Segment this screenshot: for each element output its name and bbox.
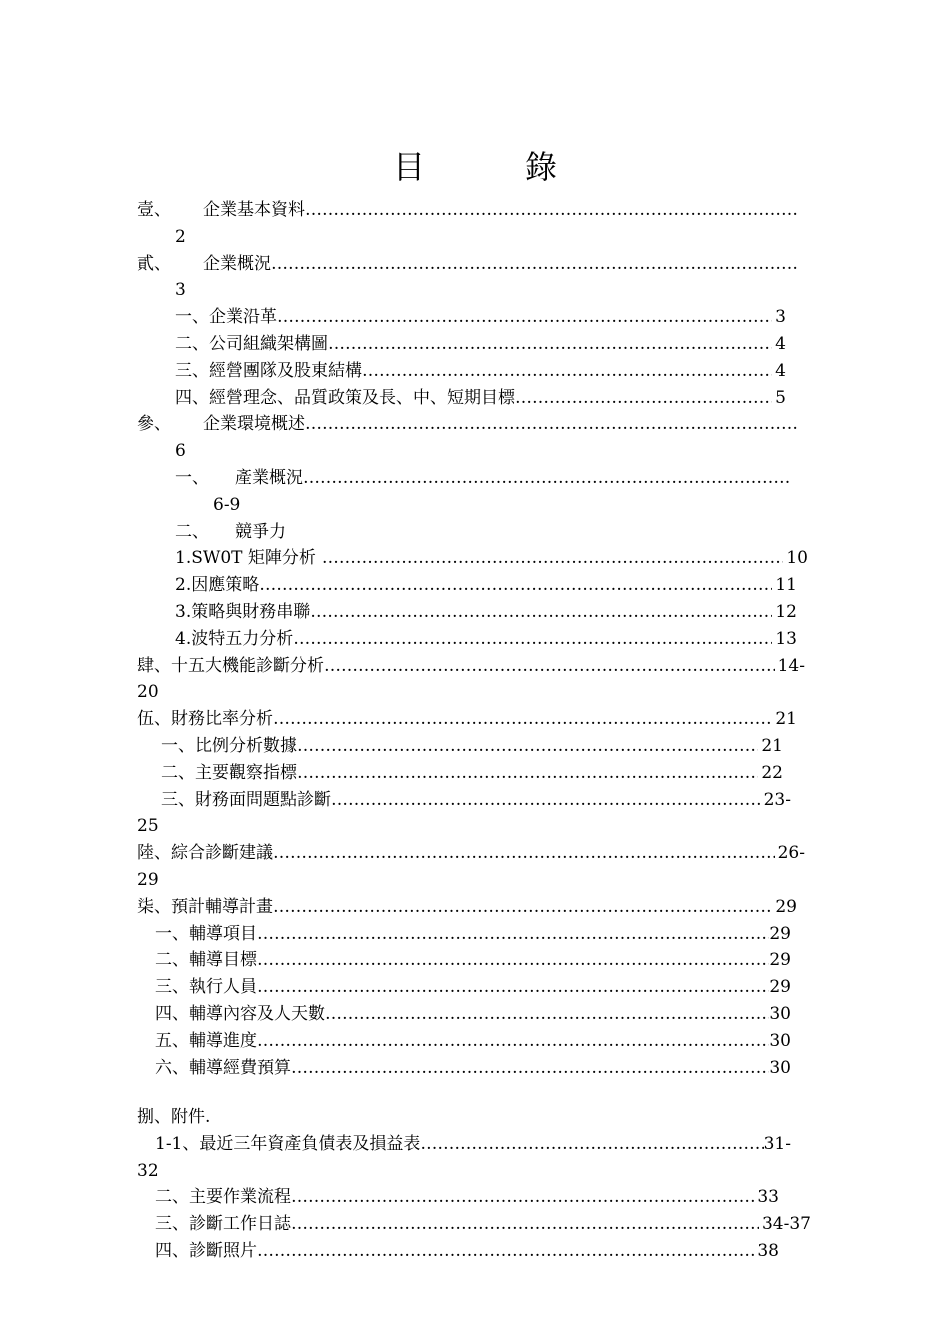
toc-leader-dots: [305, 197, 797, 224]
toc-entry-number: 一、: [175, 468, 209, 488]
toc-entry[interactable]: [175, 519, 286, 546]
toc-entry[interactable]: [137, 894, 797, 921]
toc-entry[interactable]: [175, 626, 797, 653]
toc-entry-page: 29: [775, 896, 797, 917]
toc-entry-page: 30: [769, 1004, 791, 1024]
toc-entry-title: 四、經營理念、品質政策及長、中、短期目標: [175, 387, 515, 408]
toc-entry-page: 32: [137, 1160, 159, 1181]
toc-entry-page: 38: [757, 1241, 779, 1261]
toc-entry[interactable]: [161, 733, 783, 760]
toc-entry[interactable]: [155, 1028, 791, 1055]
toc-entry[interactable]: [175, 545, 808, 572]
toc-entry-number: 參、: [137, 414, 171, 435]
toc-entry[interactable]: [155, 1131, 791, 1158]
toc-leader-dots: [297, 760, 758, 787]
toc-entry[interactable]: [155, 947, 791, 974]
toc-entry-title: 企業環境概述: [203, 414, 305, 435]
toc-entry-title: 1-1、最近三年資產負債表及損益表: [155, 1133, 421, 1154]
toc-entry-title: 產業概況: [235, 468, 303, 488]
toc-leader-dots: [331, 787, 761, 814]
toc-entry-page: 14-: [777, 655, 805, 676]
toc-entry-title: 競爭力: [235, 521, 286, 542]
toc-entry-title: 柒、預計輔導計畫: [137, 896, 273, 917]
toc-entry-page: 34-37: [761, 1214, 811, 1235]
toc-entry[interactable]: [137, 197, 797, 224]
toc-leader-dots: [310, 599, 772, 626]
toc-entry[interactable]: [137, 251, 797, 278]
toc-entry[interactable]: [155, 1055, 791, 1082]
toc-entry[interactable]: [161, 787, 791, 814]
toc-entry-title: 四、診斷照片: [155, 1241, 257, 1261]
toc-leader-dots: [257, 1238, 754, 1265]
toc-entry-title: 陸、綜合診斷建議: [137, 843, 273, 864]
toc-entry-title: 一、比例分析數據: [161, 736, 297, 756]
toc-entry-page: 25: [137, 816, 159, 837]
toc-entry-title: 一、輔導項目: [155, 923, 257, 944]
toc-entry-title: 4.波特五力分析: [175, 628, 294, 649]
toc-entry-page: 22: [761, 762, 783, 783]
toc-entry-title: 一、企業沿革: [175, 307, 277, 328]
toc-entry-title: 二、輔導目標: [155, 950, 257, 971]
toc-entry-page: 20: [137, 682, 159, 703]
toc-entry-page: 3: [775, 307, 786, 328]
toc-entry-number: 二、: [175, 521, 209, 542]
toc-leader-dots: [515, 385, 772, 412]
toc-leader-dots: [257, 947, 769, 974]
toc-leader-dots: [297, 733, 758, 760]
toc-entry-title: 企業概況: [203, 253, 271, 274]
toc-entry-page: 29: [137, 870, 159, 890]
toc-entry-title: 三、財務面問題點診斷: [161, 789, 331, 810]
toc-entry-title: 五、輔導進度: [155, 1030, 257, 1051]
toc-entry-title: 三、經營團隊及股東結構: [175, 360, 362, 381]
toc-entry[interactable]: [175, 331, 786, 358]
toc-entry[interactable]: [175, 599, 797, 626]
toc-entry-title: 二、主要作業流程: [155, 1187, 291, 1208]
toc-leader-dots: [293, 626, 772, 653]
toc-leader-dots: [420, 1131, 763, 1158]
toc-entry[interactable]: [155, 974, 791, 1001]
toc-entry-page: 30: [769, 1030, 791, 1051]
toc-entry[interactable]: [175, 385, 786, 412]
toc-leader-dots: [305, 411, 797, 438]
toc-entry-page: 10: [786, 548, 808, 569]
toc-leader-dots: [316, 545, 783, 572]
toc-leader-dots: [257, 1028, 769, 1055]
toc-entry-title: 四、輔導內容及人天數: [155, 1004, 325, 1024]
toc-entry-title: 三、診斷工作日誌: [155, 1214, 291, 1235]
toc-leader-dots: [325, 1001, 769, 1028]
toc-entry-title: 三、執行人員: [155, 977, 257, 998]
toc-entry-page: 11: [775, 575, 797, 596]
toc-entry-page: 12: [775, 602, 797, 622]
toc-leader-dots: [328, 331, 772, 358]
toc-entry[interactable]: [137, 653, 805, 680]
toc-entry-number: 壹、: [137, 200, 171, 220]
toc-leader-dots: [362, 358, 772, 385]
toc-entry[interactable]: [161, 760, 783, 787]
toc-entry[interactable]: [155, 1001, 791, 1028]
toc-entry-page: 23-: [763, 789, 791, 810]
toc-entry-title: 肆、十五大機能診斷分析: [137, 655, 324, 676]
toc-entry-page: 6: [175, 441, 186, 462]
toc-leader-dots: [273, 894, 772, 921]
toc-entry-title: 二、主要觀察指標: [161, 762, 297, 783]
toc-entry-page: 13: [775, 628, 797, 649]
toc-leader-dots: [257, 921, 769, 948]
toc-entry-page: 21: [761, 736, 783, 756]
toc-entry-title: 1.SW0T 矩陣分析: [175, 548, 316, 569]
toc-entry-page: 4: [775, 360, 786, 381]
toc-leader-dots: [291, 1055, 769, 1082]
toc-entry-page: 5: [775, 387, 786, 408]
toc-entry-page: 29: [769, 977, 791, 998]
toc-leader-dots: [259, 572, 772, 599]
toc-leader-dots: [273, 840, 775, 867]
toc-entry-number: 貳、: [137, 253, 171, 274]
toc-leader-dots: [271, 251, 797, 278]
page-title: 目 錄: [392, 148, 591, 186]
toc-entry-page: 21: [775, 709, 797, 730]
toc-leader-dots: [273, 706, 772, 733]
toc-entry[interactable]: [155, 1211, 811, 1238]
toc-entry-title: 企業基本資料: [203, 200, 305, 220]
toc-entry[interactable]: [175, 304, 786, 331]
toc-entry[interactable]: [155, 921, 791, 948]
toc-entry-page: 6-9: [213, 494, 241, 515]
toc-entry-page: 3: [175, 280, 186, 301]
toc-entry-page: 33: [757, 1187, 779, 1208]
toc-entry[interactable]: [175, 465, 792, 492]
toc-entry-page: 31-: [763, 1133, 791, 1154]
toc-entry-page: 2: [175, 226, 186, 247]
toc-entry[interactable]: [137, 411, 797, 438]
toc-leader-dots: [291, 1211, 759, 1238]
toc-entry[interactable]: [155, 1184, 779, 1211]
toc-entry-page: 4: [775, 334, 786, 354]
toc-entry[interactable]: [175, 572, 797, 599]
toc-entry[interactable]: [175, 358, 786, 385]
toc-entry-page: 29: [769, 923, 791, 944]
toc-entry-title: 二、公司組織架構圖: [175, 334, 328, 354]
toc-entry[interactable]: 捌、附件.: [137, 1107, 211, 1127]
toc-leader-dots: [277, 304, 772, 331]
toc-entry-page: 30: [769, 1057, 791, 1078]
toc-entry[interactable]: [137, 706, 797, 733]
toc-entry-page: 29: [769, 950, 791, 971]
toc-entry-title: 3.策略與財務串聯: [175, 602, 311, 622]
toc-leader-dots: [303, 465, 792, 492]
toc-entry-page: 26-: [777, 843, 805, 864]
toc-entry[interactable]: [137, 840, 805, 867]
toc-entry-title: 六、輔導經費預算: [155, 1057, 291, 1078]
toc-entry-title: 伍、財務比率分析: [137, 709, 273, 730]
toc-leader-dots: [324, 653, 775, 680]
toc-leader-dots: [291, 1184, 754, 1211]
toc-entry-title: 2.因應策略: [175, 575, 260, 596]
toc-entry[interactable]: [155, 1238, 779, 1265]
toc-leader-dots: [257, 974, 769, 1001]
